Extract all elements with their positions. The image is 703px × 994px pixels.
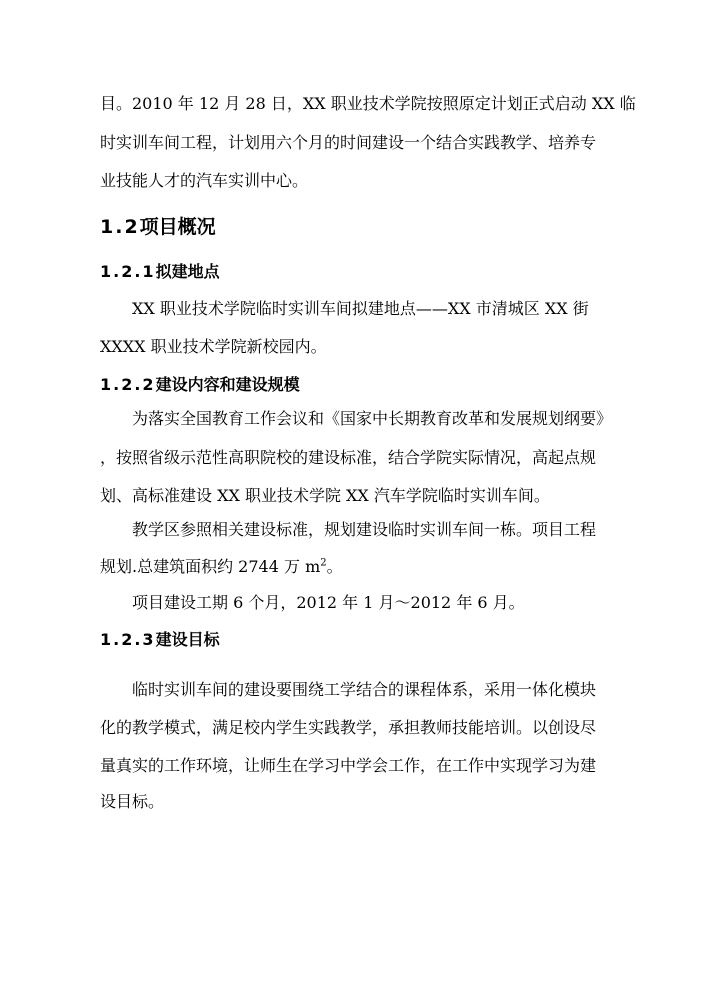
section-heading-1-2-3 [100,630,220,650]
section-number: 1.2.3 [100,630,156,649]
section-heading-1-2 [100,217,216,237]
scope-p1-line-2: ，按照省级示范性高职院校的建设标准，结合学院实际情况，高起点规 [100,448,597,467]
section-number: 1.2.1 [100,262,156,281]
scope-p1-line-1: 为落实全国教育工作会议和《国家中长期教育改革和发展规划纲要》 [132,409,613,428]
section-title: 项目概况 [139,216,216,238]
section-title: 建设内容和建设规模 [155,375,300,394]
scope-p2-line-2 [100,557,343,577]
section-title: 建设目标 [155,630,220,649]
location-line-1: XX 职业技术学院临时实训车间拟建地点——XX 市清城区 XX 街 [132,299,589,318]
scope-p1-line-3: 划、高标准建设 XX 职业技术学院 XX 汽车学院临时实训车间。 [100,486,550,505]
intro-line-2: 时实训车间工程，计划用六个月的时间建设一个结合实践教学、培养专 [100,133,597,152]
intro-line-3: 业技能人才的汽车实训中心。 [100,171,309,190]
section-title: 拟建地点 [155,262,220,281]
goal-line-4: 设目标。 [100,792,165,811]
section-number: 1.2.2 [100,375,156,394]
intro-line-1: 目。2010 年 12 月 28 日，XX 职业技术学院按照原定计划正式启动 XX 临 [100,94,636,113]
goal-line-3: 量真实的工作环境，让师生在学习中学会工作，在工作中实现学习为建 [100,756,597,775]
location-line-2: XXXX 职业技术学院新校园内。 [100,337,327,356]
area-text: 规划.总建筑面积约 2744 万 m [100,557,321,576]
scope-p2-line-1: 教学区参照相关建设标准，规划建设临时实训车间一栋。项目工程 [132,520,597,539]
section-heading-1-2-2 [100,375,300,395]
area-tail: 。 [326,557,343,576]
area-superscript: 2 [320,557,327,569]
goal-line-2: 化的教学模式，满足校内学生实践教学，承担教师技能培训。以创设尽 [100,718,597,737]
section-number: 1.2 [100,216,140,238]
goal-line-1: 临时实训车间的建设要围绕工学结合的课程体系，采用一体化模块 [132,680,597,699]
section-heading-1-2-1 [100,262,220,282]
scope-p3: 项目建设工期 6 个月，2012 年 1 月～2012 年 6 月。 [132,593,525,612]
